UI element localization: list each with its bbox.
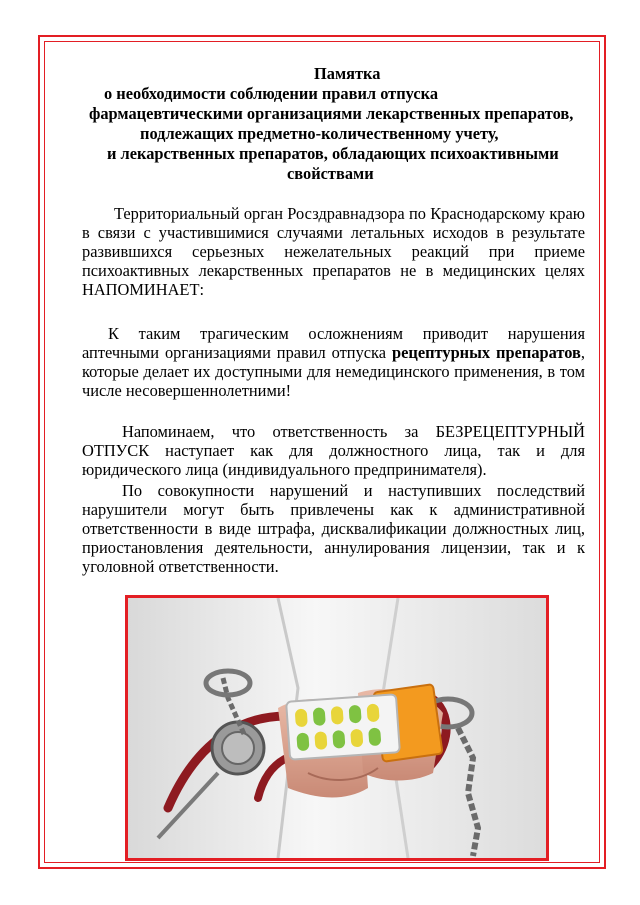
paragraph-complications-bold: рецептурных препаратов: [391, 343, 581, 362]
paragraph-complications-start: К таким трагическим осложнениям приводит нарушения аптечными организациями правил отпуска: [82, 324, 585, 362]
title-line-6: свойствами: [287, 164, 374, 183]
document-title: [60, 64, 600, 184]
paragraph-penalties: По совокупности нарушений и наступивших последствий нарушители могут быть привлечены как к административной ответственности в виде штрафа, дисквалификации должностных лиц, приостановления деятельности, аннулирования лицензии, так и к уголовной ответственности.: [82, 481, 585, 576]
title-line-5: и лекарственных препаратов, обладающих психоактивными: [107, 144, 559, 163]
title-line-3: фармацевтическими организациями лекарственных препаратов,: [89, 104, 574, 123]
title-line-4: подлежащих предметно-количественному учету,: [140, 124, 499, 143]
photo-handcuffed-hands-with-pills: [125, 595, 549, 861]
title-line-1: Памятка: [314, 64, 381, 83]
paragraph-intro: Территориальный орган Росздравнадзора по Краснодарскому краю в связи с участившимися случаями летальных исходов в результате развившихся серьезных нежелательных реакций при приеме психоактивных лекарственных препаратов не в медицинских целях НАПОМИНАЕТ:: [82, 204, 585, 299]
stethoscope-diaphragm: [222, 732, 254, 764]
photo-illustration: [128, 598, 546, 858]
paragraph-complications-end: , которые делает их доступными для немедицинского применения, в том числе несовершеннолетними!: [82, 343, 585, 400]
paragraph-complications: [82, 324, 585, 400]
paragraph-responsibility: Напоминаем, что ответственность за БЕЗРЕЦЕПТУРНЫЙ ОТПУСК наступает как для должностного лица, так и для юридического лица (индивидуального предпринимателя).: [82, 422, 585, 479]
title-line-2: о необходимости соблюдении правил отпуска: [104, 84, 439, 103]
